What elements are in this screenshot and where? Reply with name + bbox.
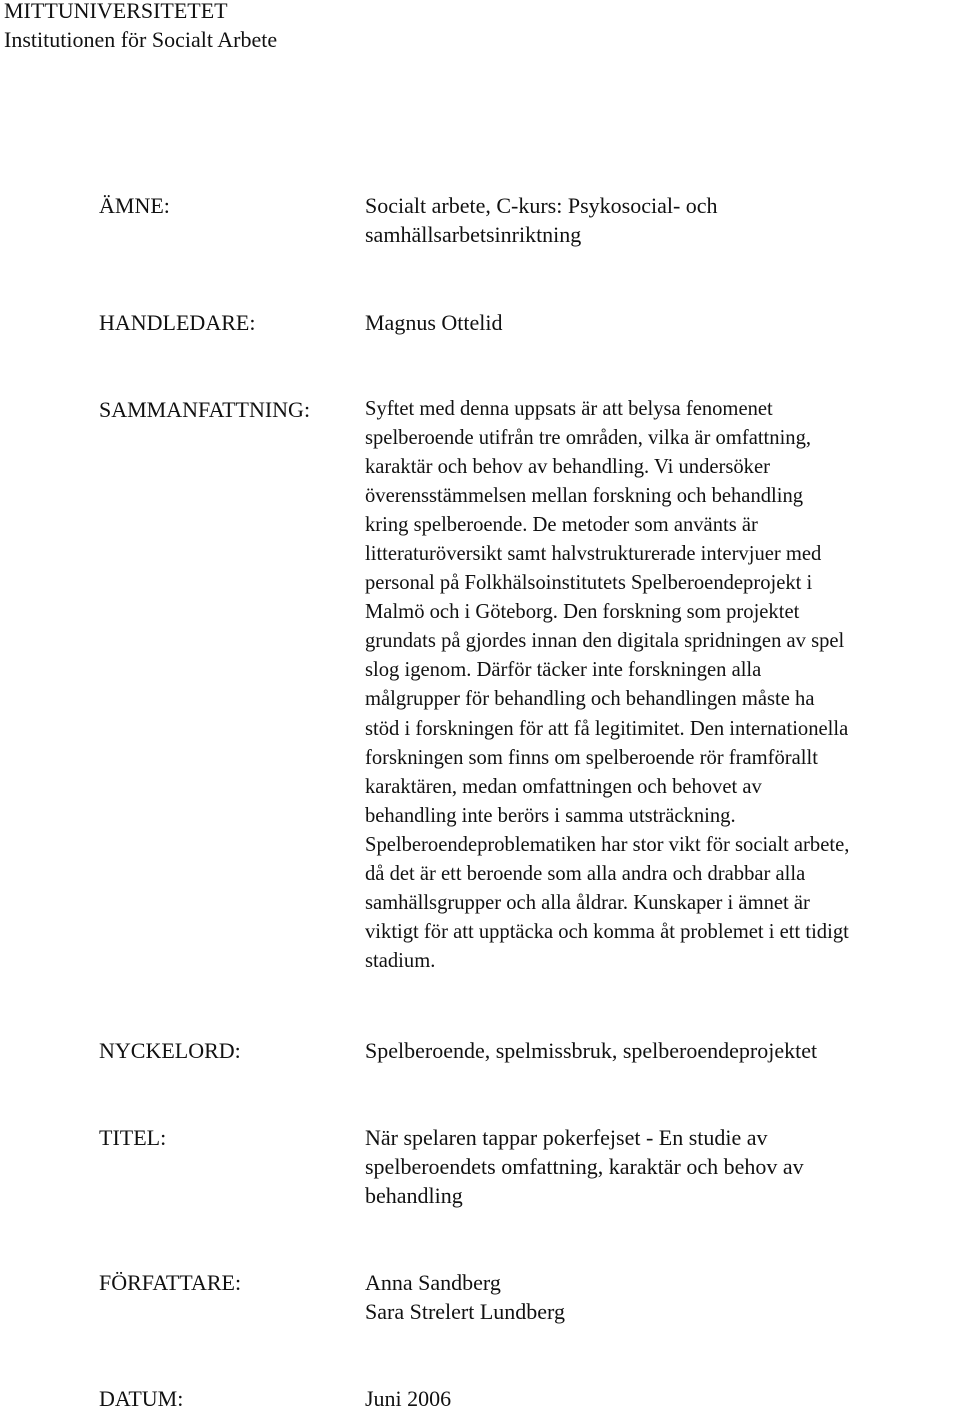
subject-label: ÄMNE:: [99, 193, 170, 218]
summary-line: slog igenom. Därför täcker inte forskningen alla: [365, 659, 762, 682]
title-line: spelberoendets omfattning, karaktär och behov av: [365, 1154, 804, 1179]
summary-line: karaktär och behov av behandling. Vi undersöker: [365, 456, 770, 479]
title-line: behandling: [365, 1183, 463, 1208]
subject-line: samhällsarbetsinriktning: [365, 222, 582, 247]
summary-line: stöd i forskningen för att få legitimitet. Den internationella: [365, 717, 849, 740]
author-name: Anna Sandberg: [365, 1270, 501, 1295]
summary-line: behandling inte berörs i samma utsträckning.: [365, 804, 736, 827]
summary-line: karaktären, medan omfattningen och behovet av: [365, 775, 762, 798]
date-value: Juni 2006: [365, 1386, 452, 1411]
keywords-value: Spelberoende, spelmissbruk, spelberoendeprojektet: [365, 1038, 818, 1063]
summary-line: kring spelberoende. De metoder som använts är: [365, 514, 758, 537]
subject-value: [365, 191, 960, 249]
summary-label: SAMMANFATTNING:: [99, 397, 311, 422]
authors-label: FÖRFATTARE:: [99, 1270, 242, 1295]
summary-line: målgrupper för behandling och behandlingen måste ha: [365, 688, 815, 711]
summary-line: Syftet med denna uppsats är att belysa fenomenet: [365, 398, 773, 420]
summary-line: då det är ett beroende som alla andra och drabbar alla: [365, 862, 806, 885]
summary-line: spelberoende utifrån tre områden, vilka är omfattning,: [365, 427, 812, 450]
summary-line: överensstämmelsen mellan forskning och behandling: [365, 485, 804, 508]
date-label: DATUM:: [99, 1386, 184, 1411]
subject-line: Socialt arbete, C-kurs: Psykosocial- och: [365, 193, 718, 218]
department-name: Institutionen för Socialt Arbete: [4, 27, 278, 52]
summary-line: stadium.: [365, 949, 436, 972]
summary-line: samhällsgrupper och alla åldrar. Kunskaper i ämnet är: [365, 891, 810, 914]
summary-line: Malmö och i Göteborg. Den forskning som projektet: [365, 601, 800, 624]
document-header: [4, 0, 277, 54]
summary-line: grundats på gjordes innan den digitala spridningen av spel: [365, 630, 845, 653]
summary-line: Spelberoendeproblematiken har stor vikt för socialt arbete,: [365, 833, 850, 856]
summary-line: forskningen som finns om spelberoende rör framförallt: [365, 746, 818, 769]
summary-line: personal på Folkhälsoinstitutets Spelberoendeprojekt i: [365, 572, 813, 595]
title-value: [365, 1123, 960, 1210]
keywords-label: NYCKELORD:: [99, 1038, 241, 1063]
summary-line: litteraturöversikt samt halvstrukturerade intervjuer med: [365, 543, 822, 566]
authors-value: [365, 1268, 960, 1326]
supervisor-value: Magnus Ottelid: [365, 310, 503, 335]
supervisor-label: HANDLEDARE:: [99, 310, 256, 335]
title-line: När spelaren tappar pokerfejset - En studie av: [365, 1125, 768, 1150]
summary-line: viktigt för att upptäcka och komma åt problemet i ett tidigt: [365, 920, 849, 943]
summary-text: [365, 395, 960, 976]
title-label: TITEL:: [99, 1125, 167, 1150]
university-name: MITTUNIVERSITETET: [4, 0, 228, 23]
author-name: Sara Strelert Lundberg: [365, 1299, 565, 1324]
